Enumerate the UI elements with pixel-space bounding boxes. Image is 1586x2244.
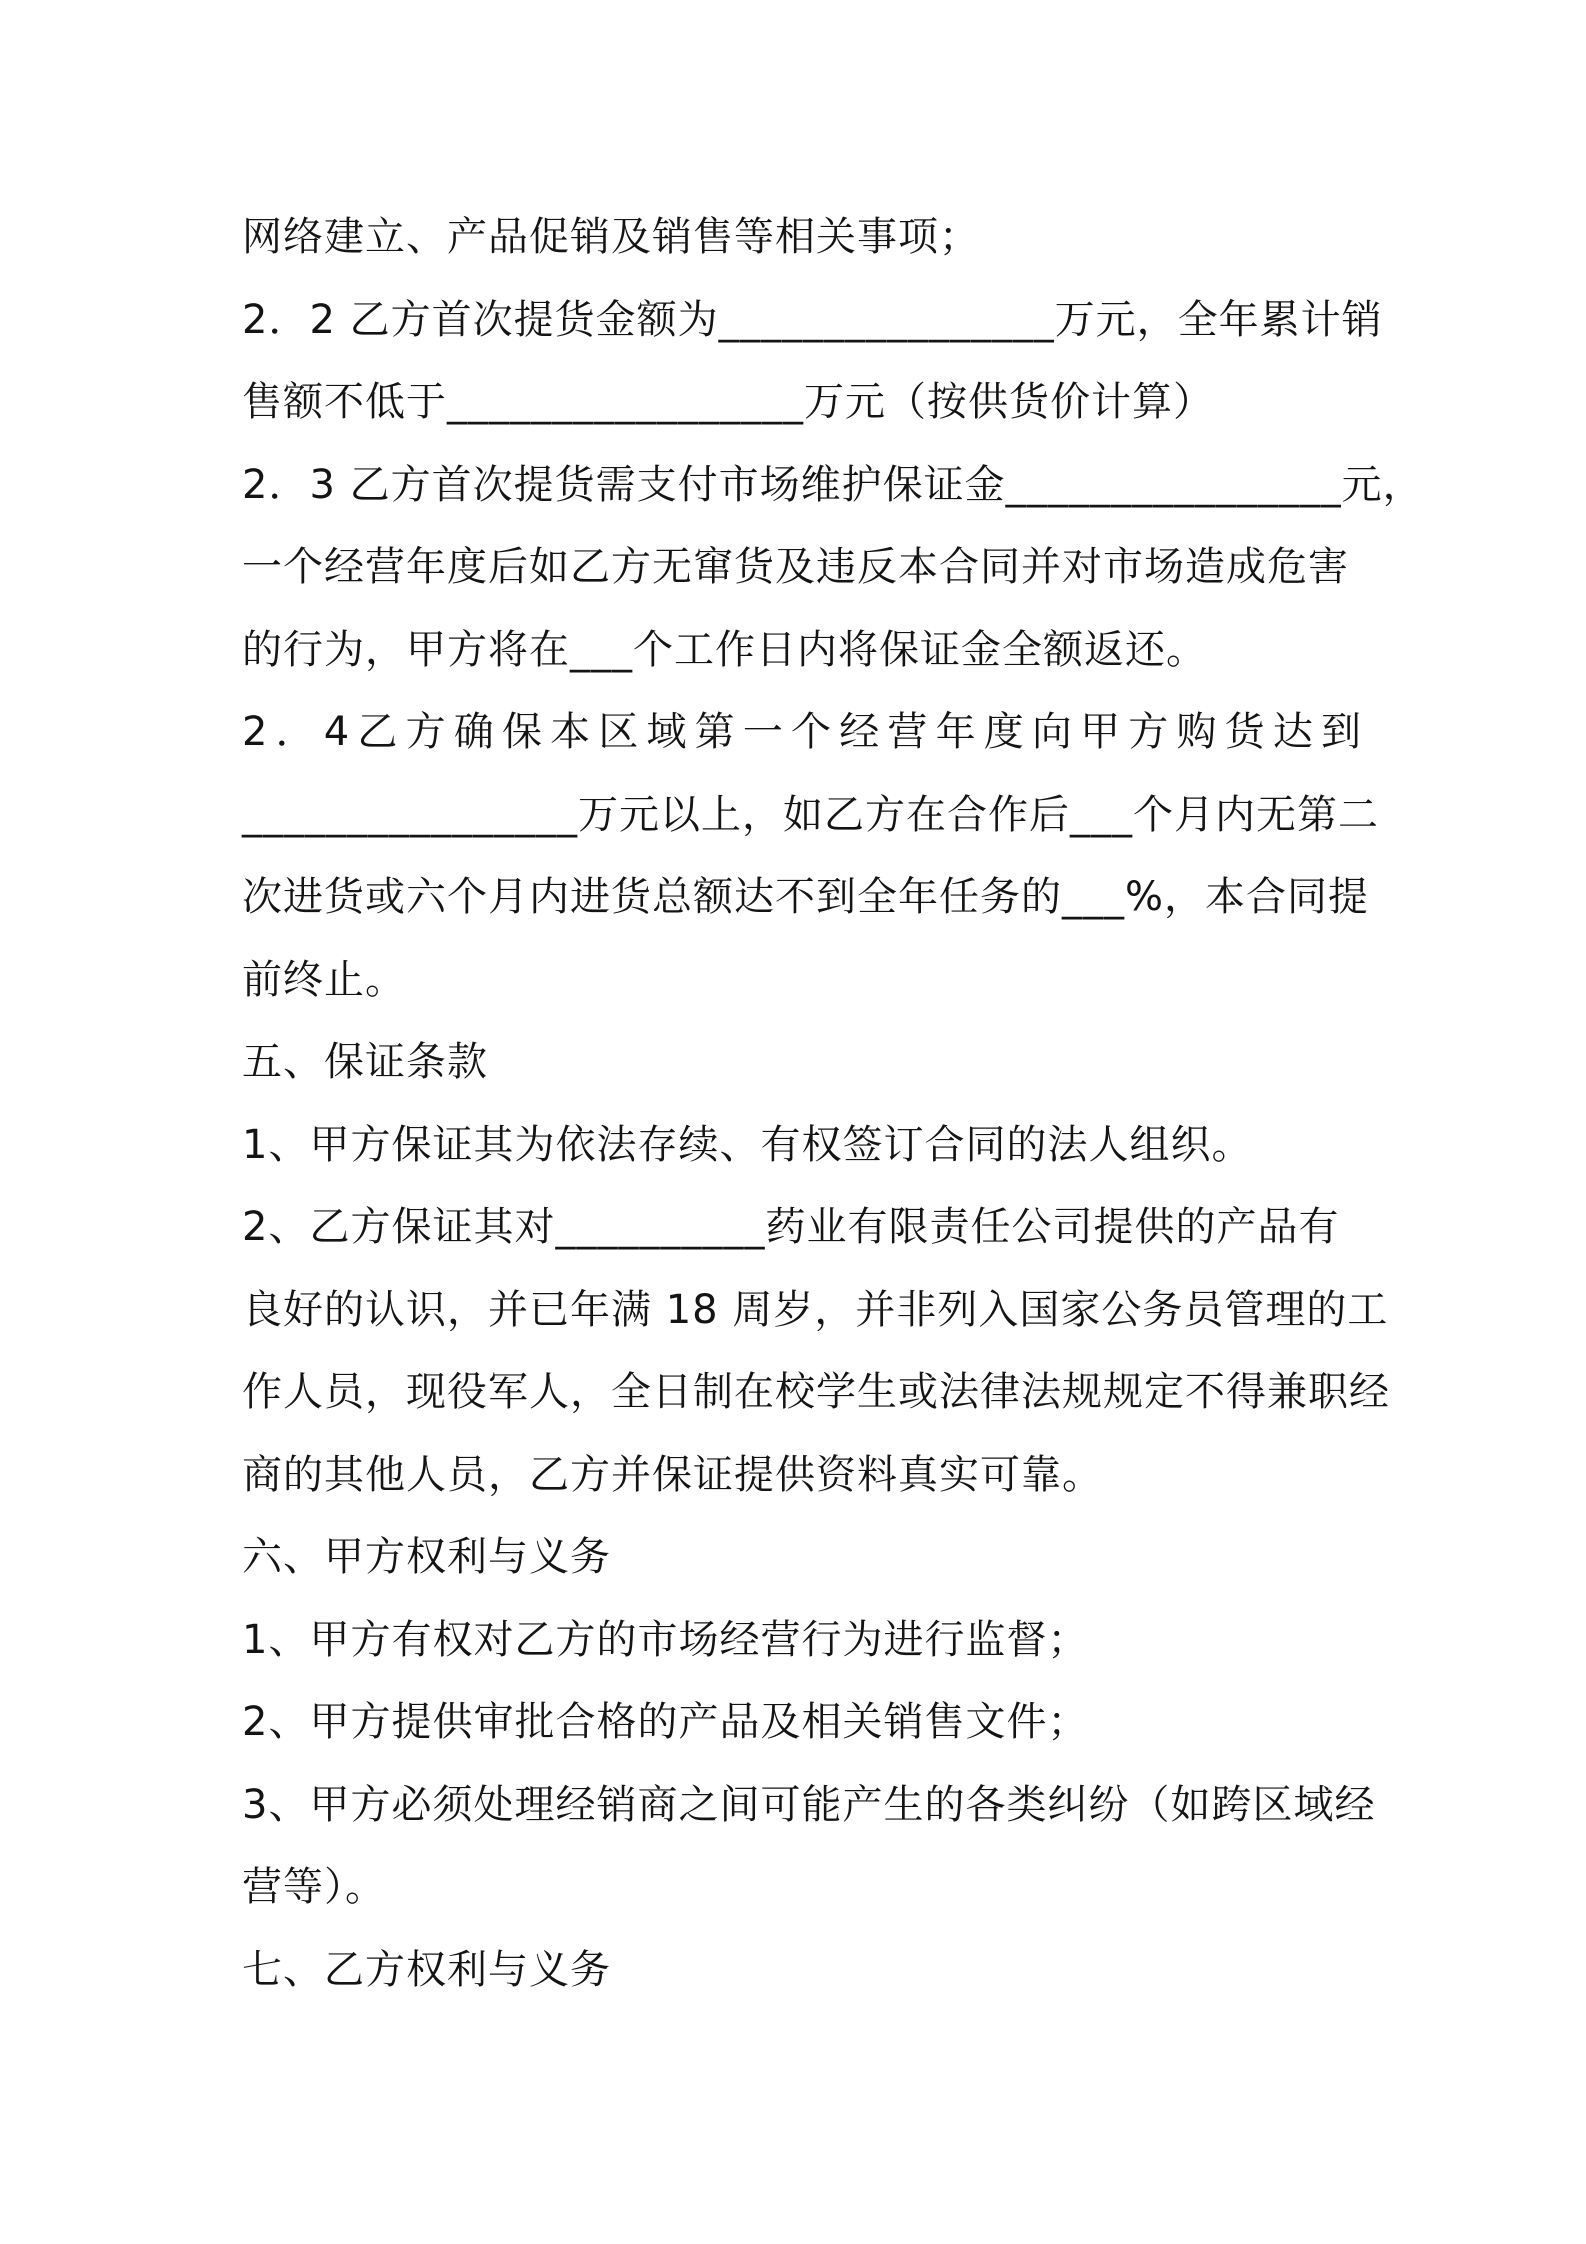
text-line: 一个经营年度后如乙方无窜货及违反本合同并对市场造成危害	[242, 544, 1349, 590]
text-line: 2．2 乙方首次提货金额为________________万元，全年累计销	[242, 296, 1383, 343]
text-line: 次进货或六个月内进货总额达不到全年任务的___%，本合同提	[242, 874, 1370, 920]
section-heading: 五、保证条款	[242, 1039, 488, 1085]
text-line: 的行为，甲方将在___个工作日内将保证金全额返还。	[242, 626, 1207, 673]
text-line: 良好的认识，并已年满 18 周岁，并非列入国家公务员管理的工	[242, 1286, 1389, 1333]
text-line: 售额不低于_________________万元（按供货价计算）	[242, 379, 1214, 425]
text-line: 2、乙方保证其对__________药业有限责任公司提供的产品有	[242, 1204, 1340, 1250]
text-line: 2．4乙方确保本区域第一个经营年度向甲方购货达到	[242, 709, 1362, 755]
text-line: 前终止。	[242, 956, 406, 1003]
text-line: 作人员，现役军人，全日制在校学生或法律法规规定不得兼职经	[242, 1369, 1390, 1415]
text-line: 商的其他人员，乙方并保证提供资料真实可靠。	[242, 1451, 1103, 1498]
section-heading: 六、甲方权利与义务	[242, 1534, 611, 1580]
text-line: 1、甲方有权对乙方的市场经营行为进行监督；	[242, 1616, 1089, 1663]
text-line: 2．3 乙方首次提货需支付市场维护保证金________________元，	[242, 461, 1424, 508]
text-line: 1、甲方保证其为依法存续、有权签订合同的法人组织。	[242, 1121, 1253, 1168]
text-line: 3、甲方必须处理经销商之间可能产生的各类纠纷（如跨区域经	[242, 1781, 1376, 1828]
section-heading: 七、乙方权利与义务	[242, 1946, 611, 1993]
text-line: 营等）。	[242, 1864, 386, 1910]
document-page	[242, 196, 1424, 2011]
text-line: ________________万元以上，如乙方在合作后___个月内无第二	[242, 791, 1379, 838]
text-line: 2、甲方提供审批合格的产品及相关销售文件；	[242, 1699, 1089, 1745]
text-line: 网络建立、产品促销及销售等相关事项；	[242, 214, 980, 260]
